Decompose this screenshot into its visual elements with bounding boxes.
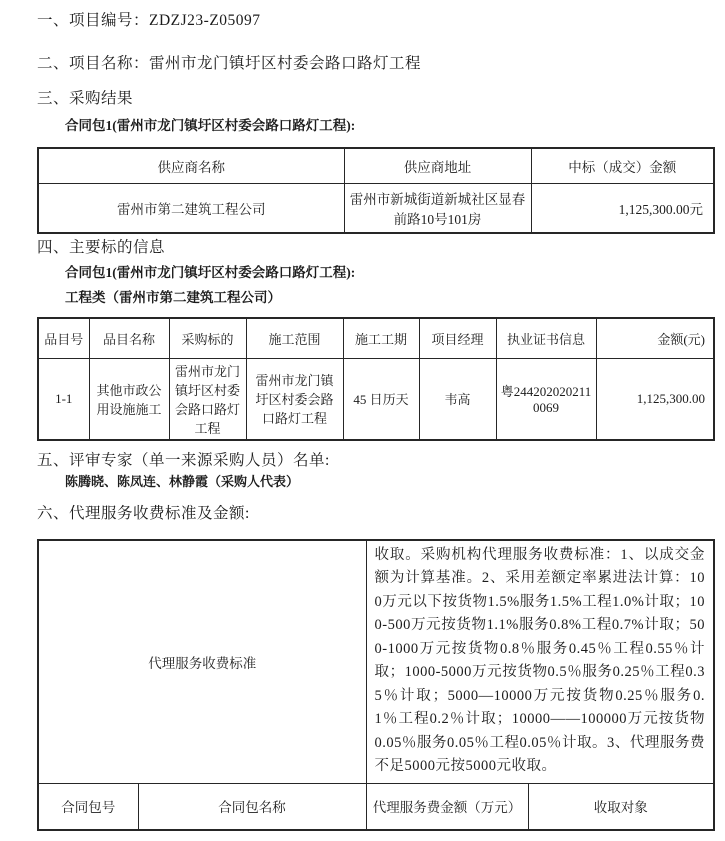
supplier-result-table <box>37 147 715 234</box>
header-subject: 采购标的 <box>169 318 246 358</box>
header-package-no: 合同包号 <box>38 784 138 830</box>
subject-info-table <box>37 317 715 441</box>
section4-package-line: 合同包1(雷州市龙门镇圩区村委会路口路灯工程): <box>65 265 356 280</box>
table-row <box>38 358 714 440</box>
table-header-row <box>38 148 714 183</box>
section6-title: 六、代理服务收费标准及金额: <box>37 504 250 522</box>
subject-cell: 雷州市龙门镇圩区村委会路口路灯工程 <box>169 358 246 440</box>
item-no-cell: 1-1 <box>38 358 89 440</box>
section5-title: 五、评审专家（单一来源采购人员）名单: <box>37 451 330 469</box>
section2-title: 二、项目名称：雷州市龙门镇圩区村委会路口路灯工程 <box>37 55 422 72</box>
section4-title: 四、主要标的信息 <box>37 239 166 256</box>
header-item-no: 品目号 <box>38 318 89 358</box>
header-manager: 项目经理 <box>419 318 496 358</box>
table-header-row <box>38 318 714 358</box>
table-row <box>38 183 714 233</box>
header-fee-payer: 收取对象 <box>528 784 714 830</box>
header-duration: 施工工期 <box>343 318 419 358</box>
header-amount: 金额(元) <box>596 318 714 358</box>
agency-fee-table <box>37 539 715 831</box>
fee-standard-row <box>38 540 714 784</box>
section3-package-line: 合同包1(雷州市龙门镇圩区村委会路口路灯工程): <box>65 118 356 133</box>
header-item-name: 品目名称 <box>89 318 169 358</box>
header-supplier-name: 供应商名称 <box>38 148 344 183</box>
supplier-name-cell: 雷州市第二建筑工程公司 <box>38 183 344 233</box>
section4-category-line: 工程类（雷州市第二建筑工程公司） <box>65 290 281 305</box>
header-certificate: 执业证书信息 <box>496 318 596 358</box>
expert-names: 陈腾晓、陈凤连、林静霞（采购人代表） <box>65 473 300 489</box>
item-name-cell: 其他市政公用设施施工 <box>89 358 169 440</box>
scope-cell: 雷州市龙门镇圩区村委会路口路灯工程 <box>246 358 343 440</box>
fee-footer-header-row <box>38 784 714 830</box>
section1-title: 一、项目编号：ZDZJ23-Z05097 <box>37 12 261 29</box>
fee-standard-label-cell: 代理服务收费标准 <box>38 540 366 784</box>
header-package-name: 合同包名称 <box>138 784 366 830</box>
award-amount-cell: 1,125,300.00元 <box>531 183 714 233</box>
duration-cell: 45 日历天 <box>343 358 419 440</box>
header-fee-amount: 代理服务费金额（万元） <box>366 784 528 830</box>
fee-standard-text-cell: 收取。采购机构代理服务收费标准：1、以成交金额为计算基准。2、采用差额定率累进法计算：100万元以下按货物1.5%服务1.5%工程1.0%计取；100-500万元按货物1.1%服务0.8%工程0.7%计取；500-1000万元按货物0.8％服务0.45％工程0.55％计取；1000-5000万元按货物0.5％服务0.25％工程0.35％计取；5000—10000万元按货物0.25％服务0.1％工程0.2％计取；10000——100000万元按货物0.05％服务0.05％工程0.05％计取。3、代理服务费不足5000元按5000元收取。 <box>366 540 714 784</box>
certificate-cell: 粤2442020202110069 <box>496 358 596 440</box>
header-scope: 施工范围 <box>246 318 343 358</box>
section3-title: 三、采购结果 <box>37 90 134 107</box>
header-award-amount: 中标（成交）金额 <box>531 148 714 183</box>
supplier-address-cell: 雷州市新城街道新城社区显春前路10号101房 <box>344 183 531 233</box>
amount-cell: 1,125,300.00 <box>596 358 714 440</box>
manager-cell: 韦高 <box>419 358 496 440</box>
header-supplier-address: 供应商地址 <box>344 148 531 183</box>
